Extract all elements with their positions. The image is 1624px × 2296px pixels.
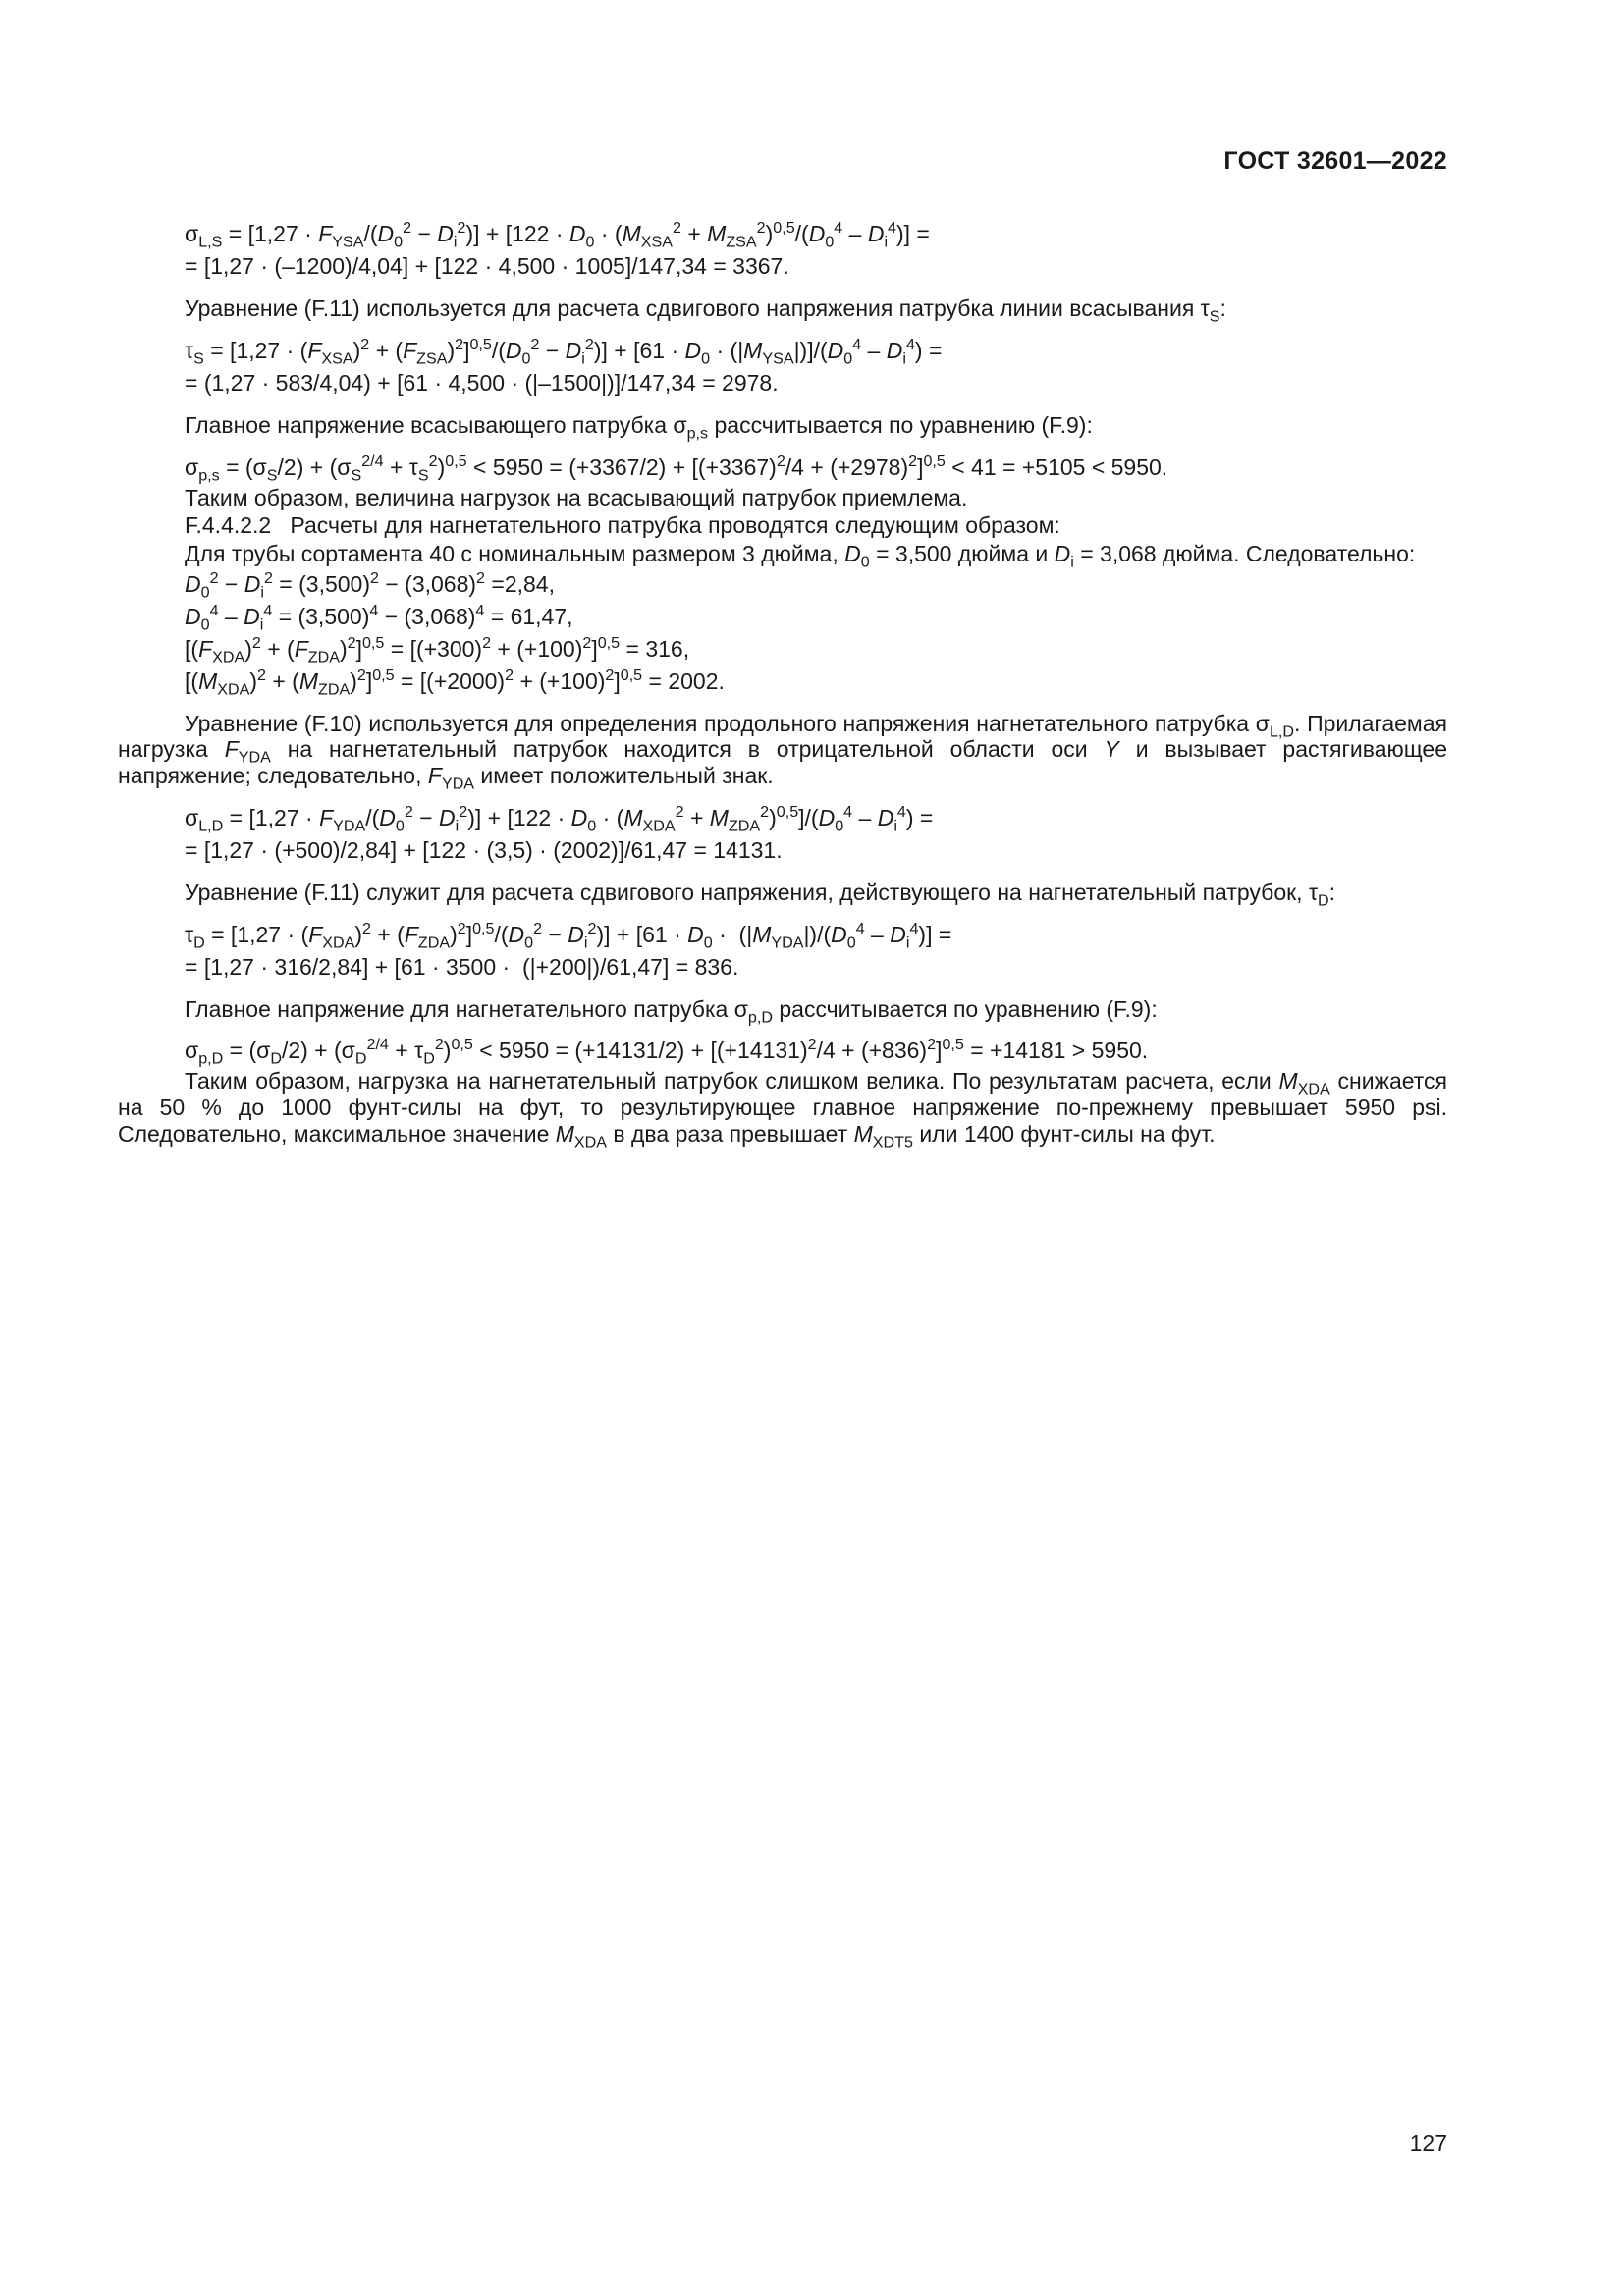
equation-sigma-ld-result: = [1,27 · (+500)/2,84] + [122 · (3,5) · (2002)]/61,47 = 14131. [185,836,783,863]
equation-sigma-ld: $\sigma_{L,D} = [1,27 \cdot F_{YDA}/(D_0^2 - D_i^2)] + [122 \cdot D_0 \cdot (M_{XDA}^2 + M_{ZDA}^2)^{0,5}]/(D_0^4 - D_i^4)$ = [185,802,934,835]
document-header: ГОСТ 32601—2022 [1223,147,1447,175]
section-heading: F.4.4.2.2 Расчеты для нагнетательного патрубка проводятся следующим образом: [185,512,1060,539]
paragraph-conclusion: Таким образом, нагрузка на нагнетательный патрубок слишком велика. По результатам расчета, если $M_{XDA}$ снижается на 50 % до 1000 фунт-силы на фут, то результирующее главное напряжение по-прежнему превышает 5950 psi. Следовательно, максимальное значение $M_{XDA}$ в два раза превышает $M_{XDT5}$ или 1400 фунт-силы на фут. [118,1068,1447,1151]
equation-tau-d: $\tau_D = [1,27 \cdot (F_{XDA})^2 + (F_{ZDA})^2]^{0,5}/(D_0^2 - D_i^2)] + [61 \cdot D_0 \cdot (|M_{YDA}|)/(D_0^4 - D_i^4)]$ = [185,919,952,952]
paragraph: Таким образом, величина нагрузок на всасывающий патрубок приемлема. [185,484,968,510]
equation-force-resultant: $[(F_{XDA})^2 + (F_{ZDA})^2]^{0,5} = [(+300)^2 + (+100)^2]^{0,5} = 316$, [185,633,690,667]
paragraph: Для трубы сортамента 40 с номинальным размером 3 дюйма, $D_0 = 3,500$ дюйма и $D_i = 3,068$ дюйма. Следовательно: [185,540,1416,571]
equation-d-fourth: $D_0^4 - D_i^4 = (3,500)^4 - (3,068)^4 = 61,47$, [185,601,573,634]
equation-sigma-ls-result: = [1,27 · (–1200)/4,04] + [122 · 4,500 · 1005]/147,34 = 3367. [185,253,789,280]
document-body [118,219,1447,1160]
paragraph: Главное напряжение для нагнетательного патрубка $\sigma_{p,D}$ рассчитывается по уравнению (F.9): [185,995,1158,1027]
equation-sigma-ls: $\sigma_{L,S} = [1,27 \cdot F_{YSA}/(D_0^2 - D_i^2)] + [122 \cdot D_0 \cdot (M_{XSA}^2 + M_{ZSA}^2)^{0,5}/(D_0^4 - D_i^4)]$ = [185,219,930,251]
equation-tau-s-result: = (1,27 · 583/4,04) + [61 · 4,500 · (|–1500|)]/147,34 = 2978. [185,369,779,396]
equation-tau-d-result: = [1,27 · 316/2,84] + [61 · 3500 · (|+200|)/61,47] = 836. [185,953,739,980]
paragraph: Уравнение (F.11) используется для расчета сдвигового напряжения патрубка линии всасывания $\tau_S$: [185,295,1226,326]
equation-d-squared: $D_0^2 - D_i^2 = (3,500)^2 - (3,068)^2 =2,84$, [185,568,555,602]
paragraph: Уравнение (F.11) служит для расчета сдвигового напряжения, действующего на нагнетательный патрубок, $\tau_D$: [185,879,1336,910]
page-number: 127 [1409,2130,1447,2156]
equation-sigma-ps: $\sigma_{p,s} = (\sigma_S/2) + (\sigma_S^{2/4} + \tau_S^2)^{0,5} < 5950 = (+3367/2) + [(+3367)^2/4 + (+2978)^2]^{0,5} < 41 = +5105 < 5950$. [185,452,1168,485]
equation-sigma-pd: $\sigma_{p,D} = (\sigma_D/2) + (\sigma_D^{2/4} + \tau_D^2)^{0,5} < 5950 = (+14131/2) + [(+14131)^2/4 + (+836)^2]^{0,5} = +14181 > 5950$. [185,1036,1149,1068]
paragraph: Уравнение (F.10) используется для определения продольного напряжения нагнетательного патрубка $\sigma_{L,D}$. Прилагаемая нагрузка $F_{YDA}$ на нагнетательный патрубок находится в отрицательной области оси Y и вызывает растягивающее напряжение; следовательно, $F_{YDA}$ имеет положительный знак. [118,710,1447,793]
equation-tau-s: $\tau_S = [1,27 \cdot (F_{XSA})^2 + (F_{ZSA})^2]^{0,5}/(D_0^2 - D_i^2)] + [61 \cdot D_0 \cdot (|M_{YSA}|)]/(D_0^4 - D_i^4)$ = [185,335,943,368]
equation-moment-resultant: $[(M_{XDA})^2 + (M_{ZDA})^2]^{0,5} = [(+2000)^2 + (+100)^2]^{0,5} = 2002$. [185,666,725,699]
paragraph: Главное напряжение всасывающего патрубка $\sigma_{p,s}$ рассчитывается по уравнению (F.9): [185,411,1093,443]
